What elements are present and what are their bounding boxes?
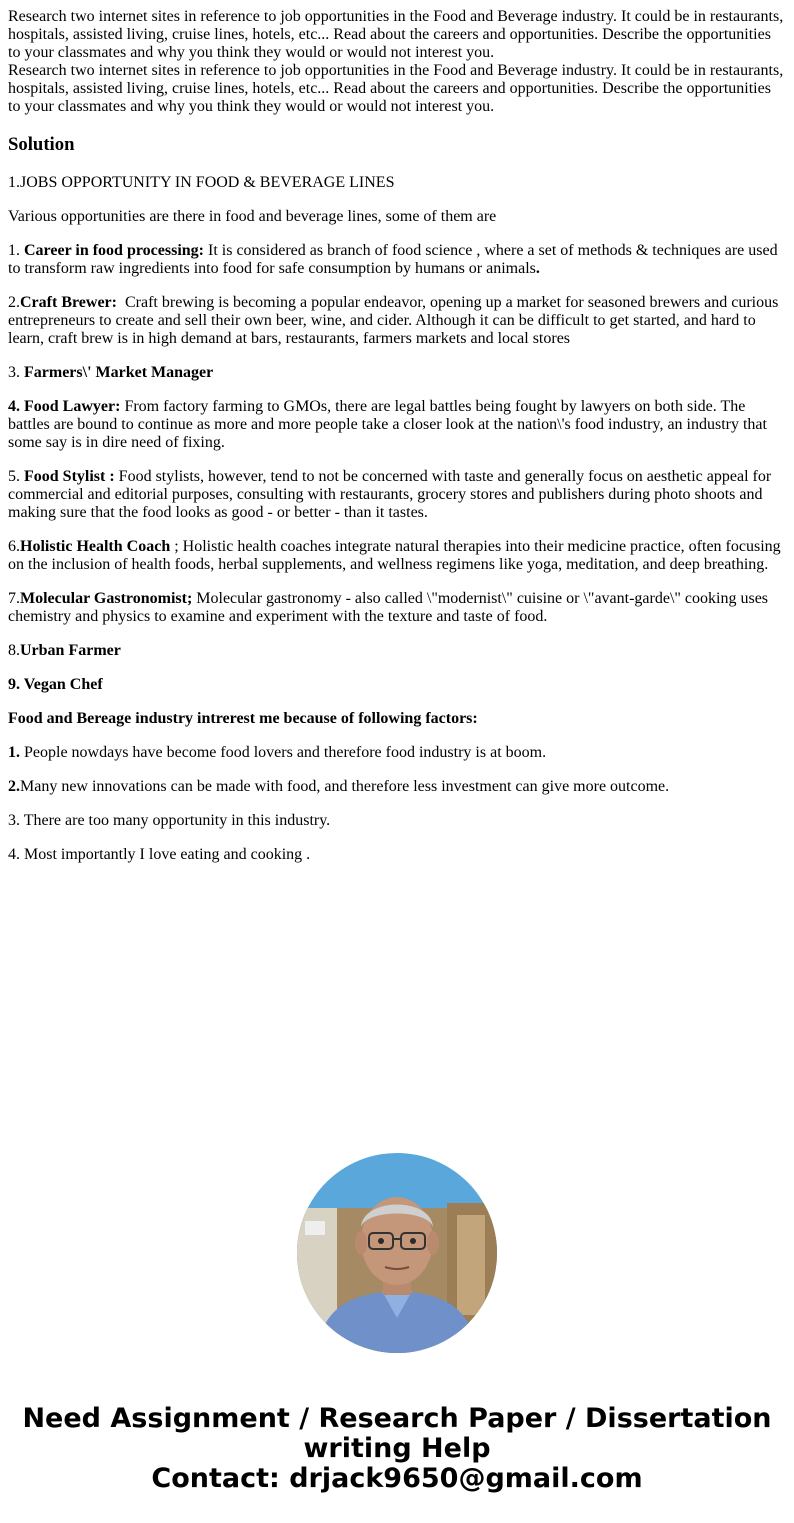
job-item-description: It is considered as branch of food science , where a set of methods & techniques are used to transform raw ingredients into food for safe consumption by humans or animals: [8, 242, 778, 277]
job-item-title: Holistic Health Coach: [20, 538, 171, 555]
factor-number: 1.: [8, 744, 20, 761]
factor-text: People nowdays have become food lovers and therefore food industry is at boom.: [20, 744, 547, 761]
assignment-help-banner: [0, 1404, 794, 1494]
job-item-food-stylist: [8, 468, 786, 522]
job-item-molecular-gastronomist: [8, 590, 786, 626]
job-item-craft-brewer: [8, 294, 786, 348]
job-item-food-processing: [8, 242, 786, 278]
job-item-number: 7.: [8, 590, 20, 607]
job-item-number: 6.: [8, 538, 20, 555]
job-item-holistic-health-coach: [8, 538, 786, 574]
job-item-description: ; Holistic health coaches integrate natural therapies into their medicine practice, often focusing on the inclusion of health foods, herbal supplements, and wellness regimens like yoga, meditation, and deep breathing.: [8, 538, 781, 573]
jobs-intro: Various opportunities are there in food and beverage lines, some of them are: [8, 208, 497, 225]
factors-heading-text: Food and Bereage industry intrerest me because of following factors:: [8, 710, 478, 727]
job-item-title: Food Stylist :: [24, 468, 115, 485]
job-item-title: Craft Brewer:: [20, 294, 117, 311]
factor-item: [8, 778, 786, 796]
job-item-food-lawyer: [8, 398, 786, 452]
banner-line-2: writing Help: [303, 1433, 491, 1464]
question-text-1: Research two internet sites in reference to job opportunities in the Food and Beverage industry. It could be in restaurants, hospitals, assisted living, cruise lines, hotels, etc... Read about the careers and opportunities. Describe the opportunities to your classmates and why you think they would or would not interest you.: [8, 8, 784, 61]
factor-text: Many new innovations can be made with food, and therefore less investment can give more outcome.: [20, 778, 670, 795]
job-item-number: 3.: [8, 364, 24, 381]
factor-text: 3. There are too many opportunity in this industry.: [8, 812, 331, 829]
solution-heading: Solution: [8, 134, 75, 155]
factor-number: 2.: [8, 778, 20, 795]
jobs-heading: 1.JOBS OPPORTUNITY IN FOOD & BEVERAGE LINES: [8, 174, 395, 191]
author-avatar: [297, 1153, 497, 1353]
factor-text: 4. Most importantly I love eating and cooking .: [8, 846, 311, 863]
job-item-farmers-market-manager: [8, 364, 786, 382]
contact-email: Contact: drjack9650@gmail.com: [151, 1463, 643, 1494]
factor-item: [8, 812, 786, 830]
job-item-title: 9. Vegan Chef: [8, 676, 103, 693]
job-item-number: 5.: [8, 468, 24, 485]
banner-line-1: Need Assignment / Research Paper / Dissertation: [22, 1403, 772, 1434]
job-item-number: 1.: [8, 242, 24, 259]
factor-item: [8, 744, 786, 762]
author-portrait-image: [297, 1153, 497, 1353]
factor-item: [8, 846, 786, 864]
job-item-title: Molecular Gastronomist;: [20, 590, 193, 607]
job-item-description: From factory farming to GMOs, there are legal battles being fought by lawyers on both side. The battles are bound to continue as more and more people take a closer look at the nation\'s food industry, an industry that some say is in dire need of fixing.: [8, 398, 767, 451]
job-item-title: 4. Food Lawyer:: [8, 398, 121, 415]
factors-heading: [8, 710, 786, 728]
job-item-urban-farmer: [8, 642, 786, 660]
job-item-description: Craft brewing is becoming a popular endeavor, opening up a market for seasoned brewers and curious entrepreneurs to create and sell their own beer, wine, and cider. Although it can be difficult to get started, and hard to learn, craft brew is in high demand at bars, restaurants, farmers markets and local stores: [8, 294, 779, 347]
job-item-title: Urban Farmer: [20, 642, 121, 659]
job-item-description: Molecular gastronomy - also called \"modernist\" cuisine or \"avant-garde\" cooking uses chemistry and physics to examine and experiment with the texture and taste of food.: [8, 590, 769, 625]
job-item-title: Career in food processing:: [24, 242, 204, 259]
job-item-description: Food stylists, however, tend to not be concerned with taste and generally focus on aesthetic appeal for commercial and editorial purposes, consulting with restaurants, grocery stores and publishers during photo shoots and making sure that the food looks as good - or better - than it tastes.: [8, 468, 772, 521]
job-item-vegan-chef: [8, 676, 786, 694]
job-item-number: 2.: [8, 294, 20, 311]
question-text-2: Research two internet sites in reference to job opportunities in the Food and Beverage industry. It could be in restaurants, hospitals, assisted living, cruise lines, hotels, etc... Read about the careers and opportunities. Describe the opportunities to your classmates and why you think they would or would not interest you.: [8, 62, 784, 115]
job-item-title: Farmers\' Market Manager: [24, 364, 214, 381]
job-item-tail: .: [535, 260, 540, 277]
job-item-number: 8.: [8, 642, 20, 659]
